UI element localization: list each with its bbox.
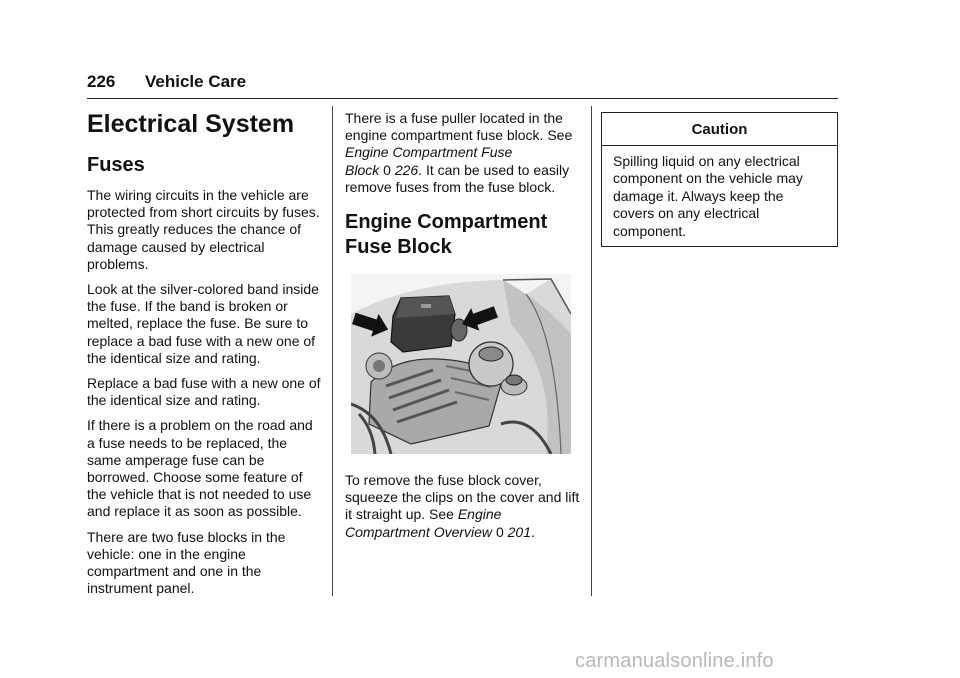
page-ref-icon: 0: [495, 523, 504, 540]
column-middle: [345, 110, 580, 549]
text: There is a fuse puller located in the engine compartment fuse block. See: [345, 110, 573, 144]
paragraph: The wiring circuits in the vehicle are protected from short circuits by fuses. This greatly reduces the chance of damage caused by electrical problems.: [87, 187, 320, 272]
text: . It can be used to easily remove fuses from the fuse block.: [345, 161, 570, 195]
page-header: [87, 72, 838, 99]
column-right: [601, 112, 838, 247]
chapter-heading: Electrical System: [87, 110, 295, 138]
paragraph: [345, 472, 580, 541]
paragraph: [345, 110, 580, 196]
paragraph: Replace a bad fuse with a new one of the identical size and rating.: [87, 375, 321, 409]
page-number: 226: [87, 72, 116, 91]
caution-text: Spilling liquid on any electrical component on the vehicle may damage it. Always keep the covers on any electrical component.: [613, 153, 803, 239]
paragraph: There are two fuse blocks in the vehicle: one in the engine compartment and one in the instrument panel.: [87, 528, 286, 597]
text: To remove the fuse block cover, squeeze the clips on the cover and lift it straight up. See: [345, 472, 580, 523]
caution-title: Caution: [602, 113, 837, 146]
page-ref-icon: 0: [383, 161, 391, 178]
engine-compartment-illustration: [351, 274, 571, 454]
watermark-text: carmanualsonline.info: [575, 650, 774, 672]
text: .: [530, 523, 535, 540]
cross-reference-link[interactable]: Engine Compartment Overview: [345, 506, 502, 540]
page-ref-number[interactable]: 226: [394, 161, 419, 178]
page-ref-number[interactable]: 201: [507, 523, 531, 540]
paragraph: If there is a problem on the road and a fuse needs to be replaced, the same amperage fuse can be borrowed. Choose some feature of the vehicle that is not needed to use and replace it as soon as possible.: [87, 417, 313, 520]
section-title: Vehicle Care: [145, 72, 247, 91]
caution-box: [601, 112, 838, 247]
paragraph: Look at the silver-colored band inside the fuse. If the band is broken or melted, replace the fuse. Be sure to replace a bad fuse with a new one of the identical size and rating.: [87, 281, 319, 366]
cross-reference-link[interactable]: Engine Compartment Fuse Block: [345, 144, 513, 178]
section-heading-fuses: Fuses: [87, 154, 145, 176]
section-heading-fuse-block: Engine Compartment Fuse Block: [345, 211, 548, 259]
column-divider: [591, 106, 592, 596]
column-divider: [332, 106, 333, 596]
column-left: [87, 110, 323, 605]
